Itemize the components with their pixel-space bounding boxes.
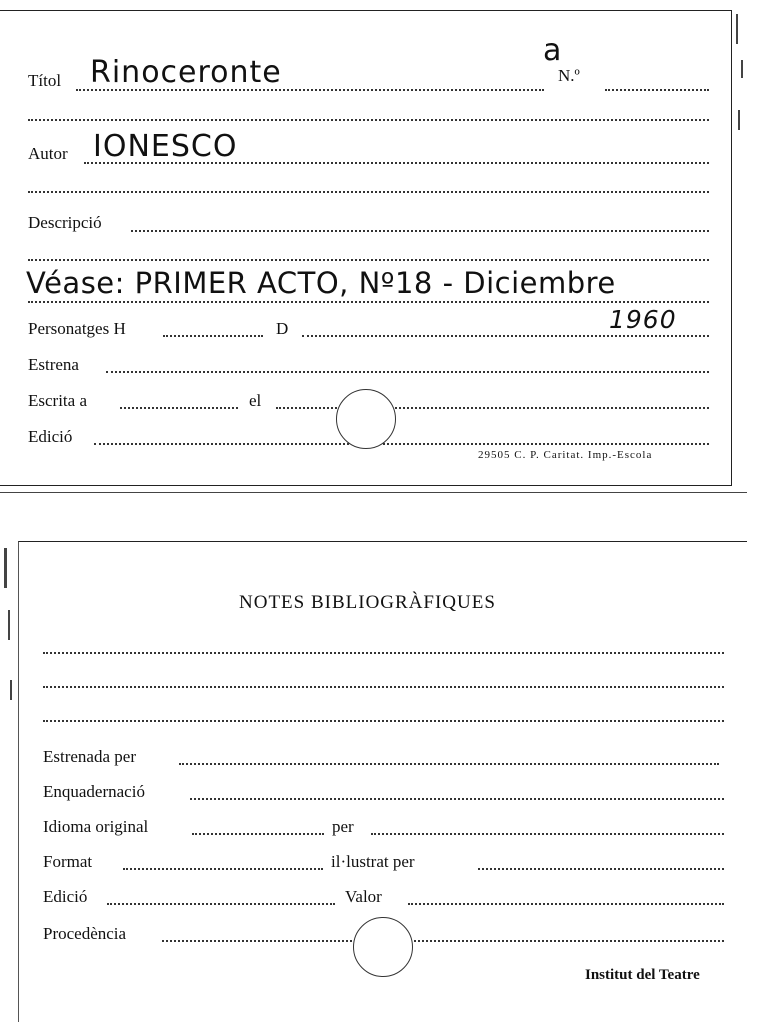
edicio-label: Edició	[28, 427, 73, 446]
notes-line-2	[43, 686, 724, 688]
valor-line	[408, 903, 724, 905]
autor-handwritten: IONESCO	[93, 129, 238, 164]
valor-label: Valor	[345, 887, 382, 906]
scan-speck	[741, 60, 743, 78]
blank-line-2	[28, 191, 709, 193]
titol-label: Títol	[28, 71, 62, 90]
edicio-line	[94, 443, 709, 445]
scan-speck	[736, 14, 738, 44]
scan-speck	[738, 110, 740, 130]
idioma-label: Idioma original	[43, 817, 149, 836]
number-handwritten: a	[543, 33, 563, 68]
d-label: D	[276, 319, 289, 338]
catalog-card-front	[0, 10, 732, 486]
personatges-h-line	[163, 335, 263, 337]
el-label: el	[249, 391, 262, 410]
illustrat-line	[478, 868, 724, 870]
edicio-back-label: Edició	[43, 887, 88, 906]
personatges-label: Personatges H	[28, 319, 126, 338]
procedencia-line	[162, 940, 724, 942]
year-handwritten: 1960	[609, 305, 677, 334]
enquadernacio-label: Enquadernació	[43, 782, 145, 801]
idioma-line	[192, 833, 324, 835]
escrita-label: Escrita a	[28, 391, 87, 410]
blank-line-4	[28, 301, 709, 303]
punch-hole-front	[336, 389, 396, 449]
autor-label: Autor	[28, 144, 68, 163]
notes-line-3	[43, 720, 724, 722]
num-label: N.º	[558, 66, 580, 85]
note-handwritten: Véase: PRIMER ACTO, Nº18 - Diciembre	[26, 266, 616, 300]
titol-handwritten: Rinoceronte	[90, 55, 282, 90]
edicio-back-line	[107, 903, 335, 905]
notes-heading: NOTES BIBLIOGRÀFIQUES	[239, 592, 496, 613]
illustrat-label: il·lustrat per	[331, 852, 415, 871]
catalog-card-back	[18, 541, 747, 1022]
estrenada-label: Estrenada per	[43, 747, 136, 766]
per-label: per	[332, 817, 354, 836]
estrena-label: Estrena	[28, 355, 79, 374]
blank-line-1	[28, 119, 709, 121]
institution-stamp: Institut del Teatre	[585, 967, 700, 983]
scan-speck	[10, 680, 12, 700]
personatges-d-line	[302, 335, 709, 337]
escrita-line	[120, 407, 238, 409]
per-line	[371, 833, 724, 835]
scan-speck	[4, 548, 7, 588]
blank-line-3	[28, 259, 709, 261]
scan-speck	[8, 610, 10, 640]
format-line	[123, 868, 323, 870]
notes-line-1	[43, 652, 724, 654]
num-line	[605, 89, 709, 91]
descripcio-line	[131, 230, 709, 232]
descripcio-label: Descripció	[28, 213, 102, 232]
estrena-line	[106, 371, 709, 373]
enquadernacio-line	[190, 798, 724, 800]
printer-imprint: 29505 C. P. Caritat. Imp.-Escola	[478, 449, 653, 461]
estrenada-line	[179, 763, 719, 765]
card-separator-line	[0, 492, 747, 493]
procedencia-label: Procedència	[43, 924, 127, 943]
punch-hole-back	[353, 917, 413, 977]
format-label: Format	[43, 852, 93, 871]
